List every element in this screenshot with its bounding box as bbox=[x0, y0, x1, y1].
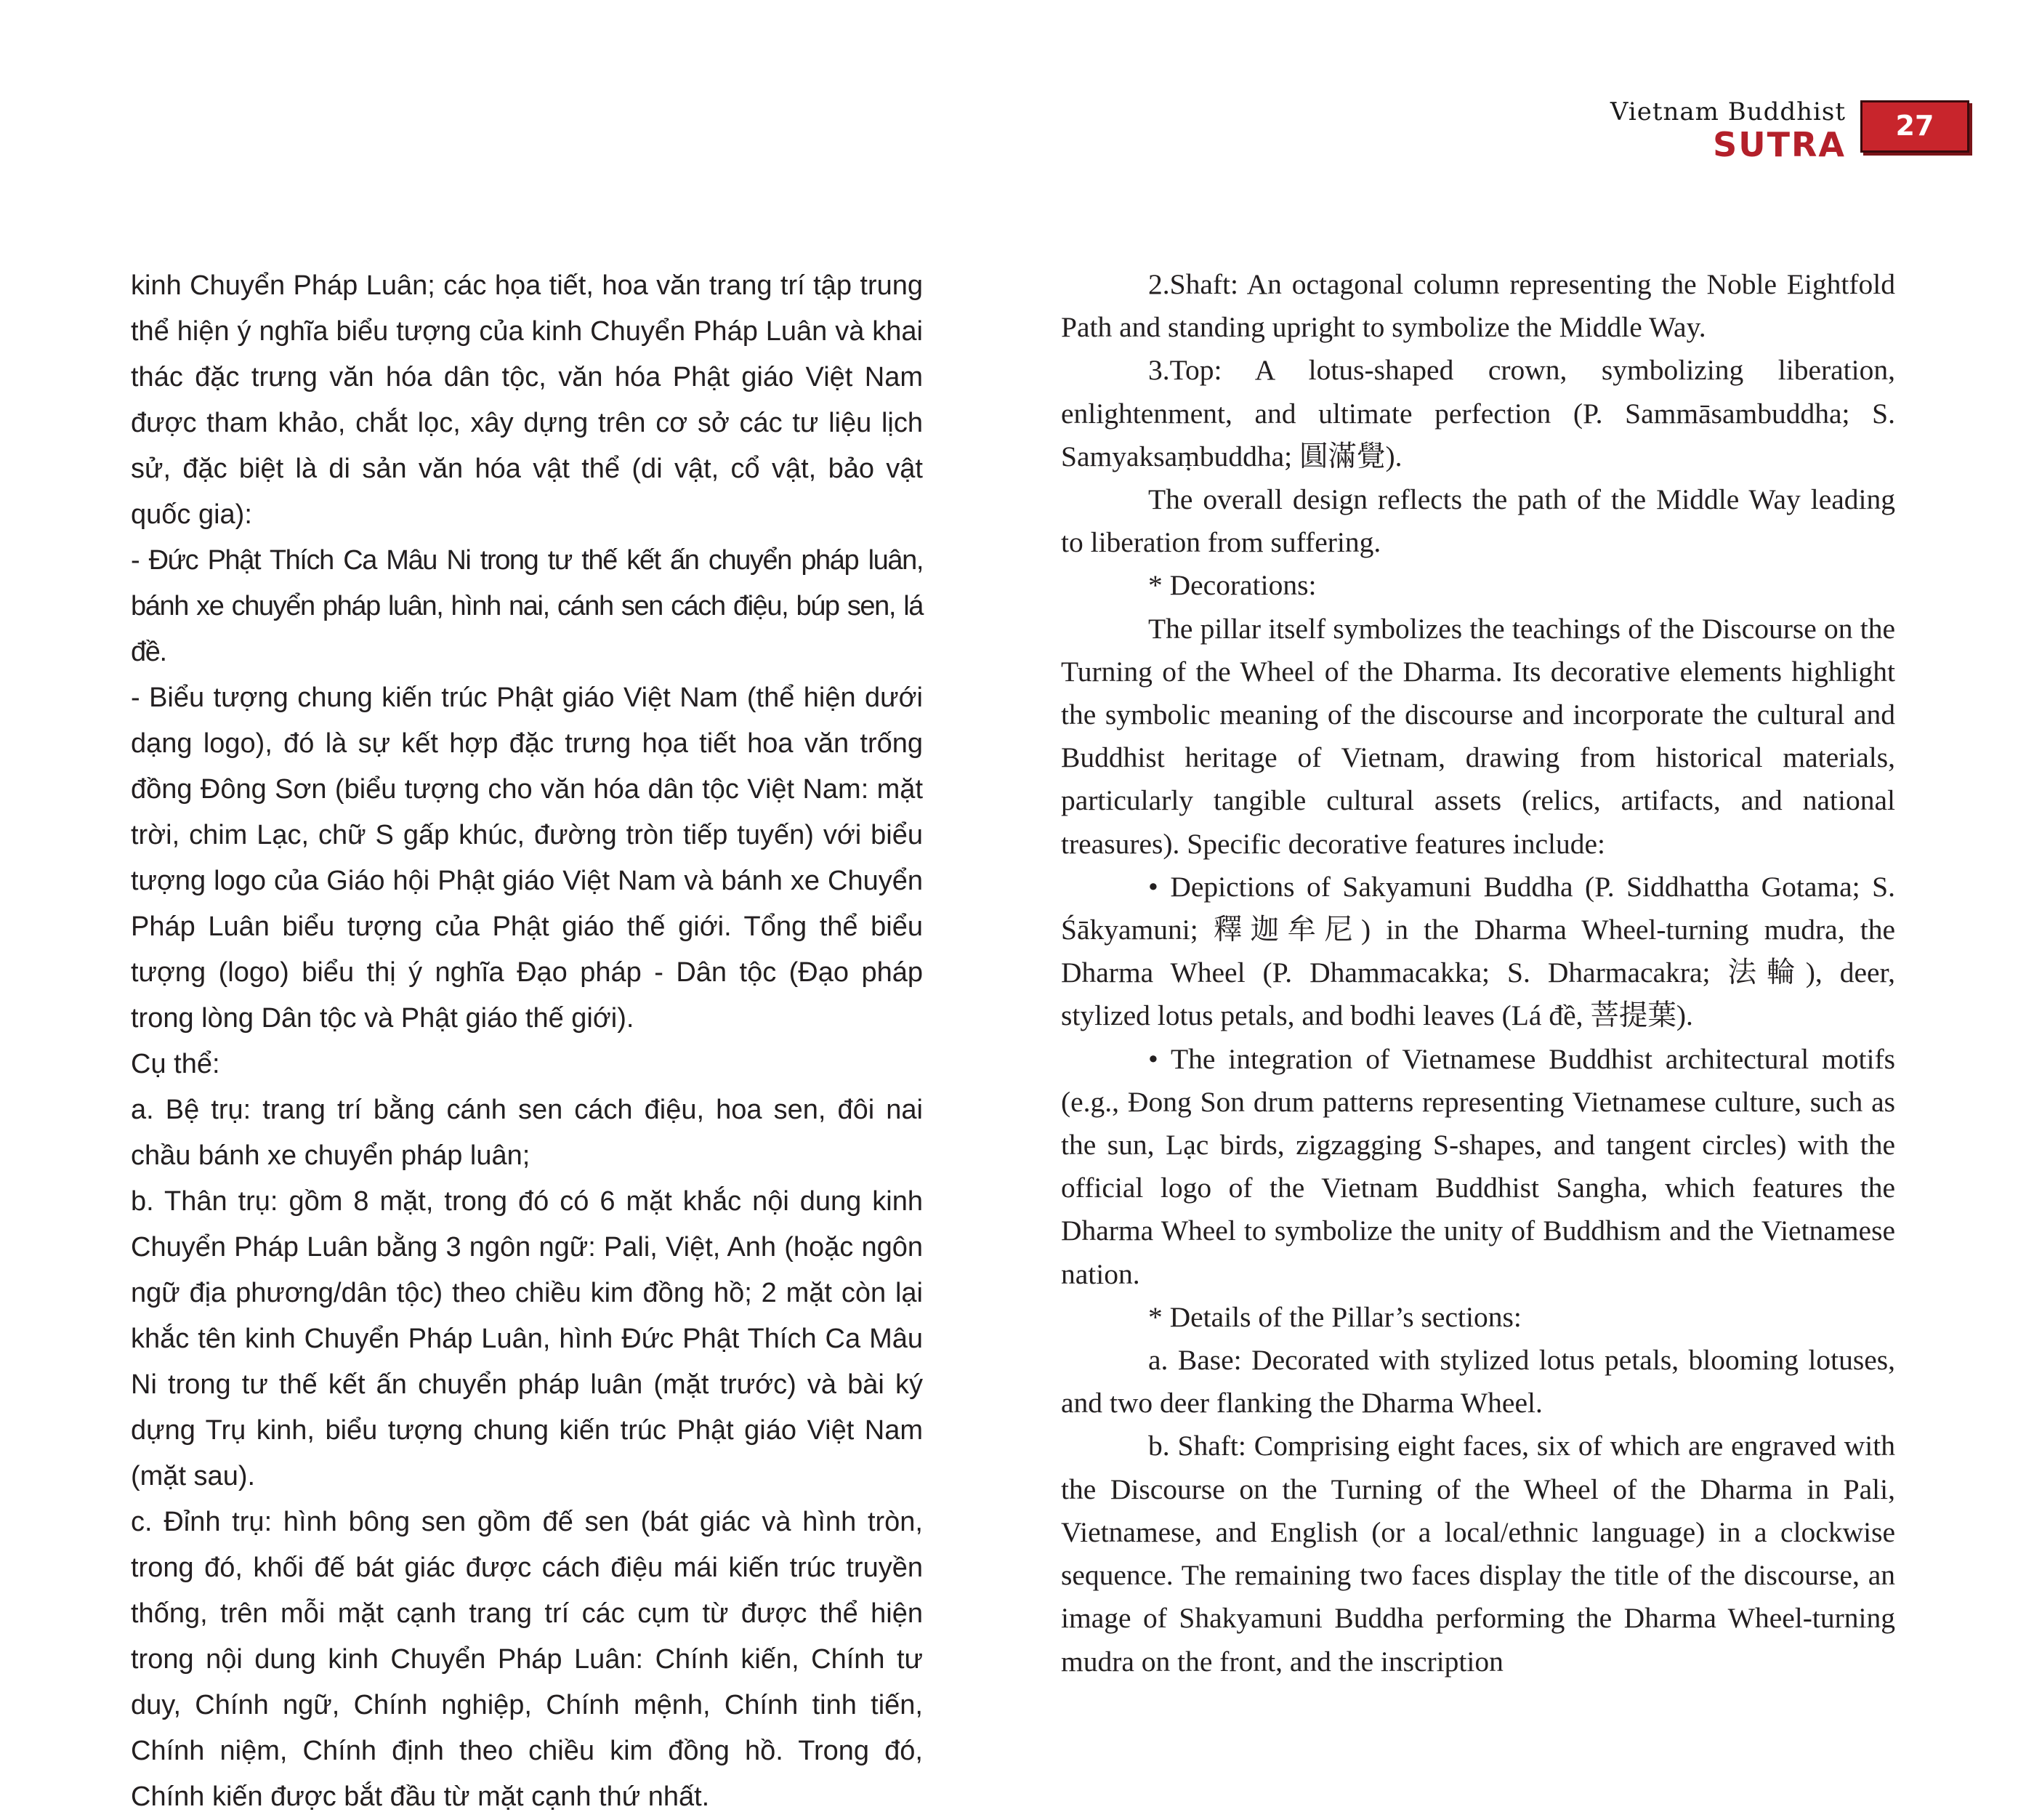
page-number: 27 bbox=[1895, 110, 1934, 142]
paragraph: b. Thân trụ: gồm 8 mặt, trong đó có 6 mặt khắc nội dung kinh Chuyển Pháp Luân bằng 3 ngôn ngữ: Pali, Việt, Anh (hoặc ngôn ngữ địa phương/dân tộc) theo chiều kim đồng hồ; 2 mặt còn lại khắc tên kinh Chuyển Pháp Luân, hình Đức Phật Thích Ca Mâu Ni trong tư thế kết ấn chuyển pháp luân (mặt trước) và bài ký dựng Trụ kinh, biểu tượng chung kiến trúc Phật giáo Việt Nam (mặt sau). bbox=[131, 1186, 923, 1491]
page-number-badge bbox=[1860, 100, 1969, 153]
publication-subtitle: SUTRA bbox=[1713, 125, 1846, 164]
paragraph: c. Đỉnh trụ: hình bông sen gồm đế sen (bát giác và hình tròn, trong đó, khối đế bát giác được cách điệu mái kiến trúc truyền thống, trên mỗi mặt cạnh trang trí các cụm từ được thể hiện trong nội dung kinh Chuyển Pháp Luân: Chính kiến, Chính tư duy, Chính ngữ, Chính nghiệp, Chính mệnh, Chính tinh tiến, Chính niệm, Chính định theo chiều kim đồng hồ. Trong đó, Chính kiến được bắt đầu từ mặt cạnh thứ nhất. bbox=[131, 1507, 923, 1812]
publication-title: Vietnam Buddhist bbox=[1610, 97, 1846, 126]
paragraph: 2.Shaft: An octagonal column representing the Noble Eightfold Path and standing upright to symbolize the Middle Way. bbox=[1061, 268, 1895, 344]
paragraph: kinh Chuyển Pháp Luân; các họa tiết, hoa văn trang trí tập trung thể hiện ý nghĩa biểu tượng của kinh Chuyển Pháp Luân và khai thác đặc trưng văn hóa dân tộc, văn hóa Phật giáo Việt Nam được tham khảo, chắt lọc, xây dựng trên cơ sở các tư liệu lịch sử, đặc biệt là di sản văn hóa vật thể (di vật, cổ vật, bảo vật quốc gia): bbox=[131, 270, 923, 530]
section-heading: * Details of the Pillar’s sections: bbox=[1148, 1300, 1522, 1333]
paragraph: - Biểu tượng chung kiến trúc Phật giáo Việt Nam (thể hiện dưới dạng logo), đó là sự kết hợp đặc trưng họa tiết hoa văn trống đồng Đông Sơn (biểu tượng cho văn hóa dân tộc Việt Nam: mặt trời, chim Lạc, chữ S gấp khúc, đường tròn tiếp tuyến) với biểu tượng logo của Giáo hội Phật giáo Việt Nam và bánh xe Chuyển Pháp Luân biểu tượng của Phật giáo thế giới. Tổng thể biểu tượng (logo) biểu thị ý nghĩa Đạo pháp - Dân tộc (Đạo pháp trong lòng Dân tộc và Phật giáo thế giới). bbox=[131, 682, 923, 1034]
section-heading: * Decorations: bbox=[1148, 569, 1317, 602]
paragraph: The overall design reflects the path of the Middle Way leading to liberation from suffering. bbox=[1061, 483, 1895, 559]
vietnamese-text-column bbox=[131, 263, 923, 1820]
bullet-item: • Depictions of Sakyamuni Buddha (P. Siddhattha Gotama; S. Śākyamuni; 釋迦牟尼) in the Dharma Wheel-turning mudra, the Dharma Wheel (P. Dhammacakka; S. Dharmacakra; 法輪), deer, stylized lotus petals, and bodhi leaves (Lá đề, 菩提葉). bbox=[1061, 870, 1895, 1032]
paragraph: 3.Top: A lotus-shaped crown, symbolizing liberation, enlightenment, and ultimate perfection (P. Sammāsambuddha; S. Samyaksaṃbuddha; 圓滿覺). bbox=[1061, 354, 1895, 472]
bullet-item: • The integration of Vietnamese Buddhist architectural motifs (e.g., Đong Son drum patterns representing Vietnamese culture, such as the sun, Lạc birds, zigzagging S-shapes, and tangent circles) with the official logo of the Vietnam Buddhist Sangha, which features the Dharma Wheel to symbolize the unity of Buddhism and the Vietnamese nation. bbox=[1061, 1042, 1895, 1290]
page-header bbox=[1599, 93, 2006, 166]
paragraph: b. Shaft: Comprising eight faces, six of which are engraved with the Discourse on the Turning of the Wheel of the Dharma in Pali, Vietnamese, and English (or a local/ethnic language) in a clockwise sequence. The remaining two faces display the title of the discourse, an image of Shakyamuni Buddha performing the Dharma Wheel-turning mudra on the front, and the inscription bbox=[1061, 1430, 1895, 1678]
paragraph: a. Base: Decorated with stylized lotus petals, blooming lotuses, and two deer flanking the Dharma Wheel. bbox=[1061, 1344, 1895, 1420]
paragraph: The pillar itself symbolizes the teachings of the Discourse on the Turning of the Wheel of the Dharma. Its decorative elements highlight the symbolic meaning of the discourse and incorporate the cultural and Buddhist heritage of Vietnam, drawing from historical materials, particularly tangible cultural assets (relics, artifacts, and national treasures). Specific decorative features include: bbox=[1061, 612, 1895, 860]
paragraph: Cụ thể: bbox=[131, 1049, 220, 1079]
english-text-column bbox=[1061, 263, 1895, 1683]
paragraph: a. Bệ trụ: trang trí bằng cánh sen cách điệu, hoa sen, đôi nai chầu bánh xe chuyển pháp luân; bbox=[131, 1095, 923, 1171]
paragraph: - Đức Phật Thích Ca Mâu Ni trong tư thế kết ấn chuyển pháp luân, bánh xe chuyển pháp luân, hình nai, cánh sen cách điệu, búp sen, lá đề. bbox=[131, 545, 923, 667]
